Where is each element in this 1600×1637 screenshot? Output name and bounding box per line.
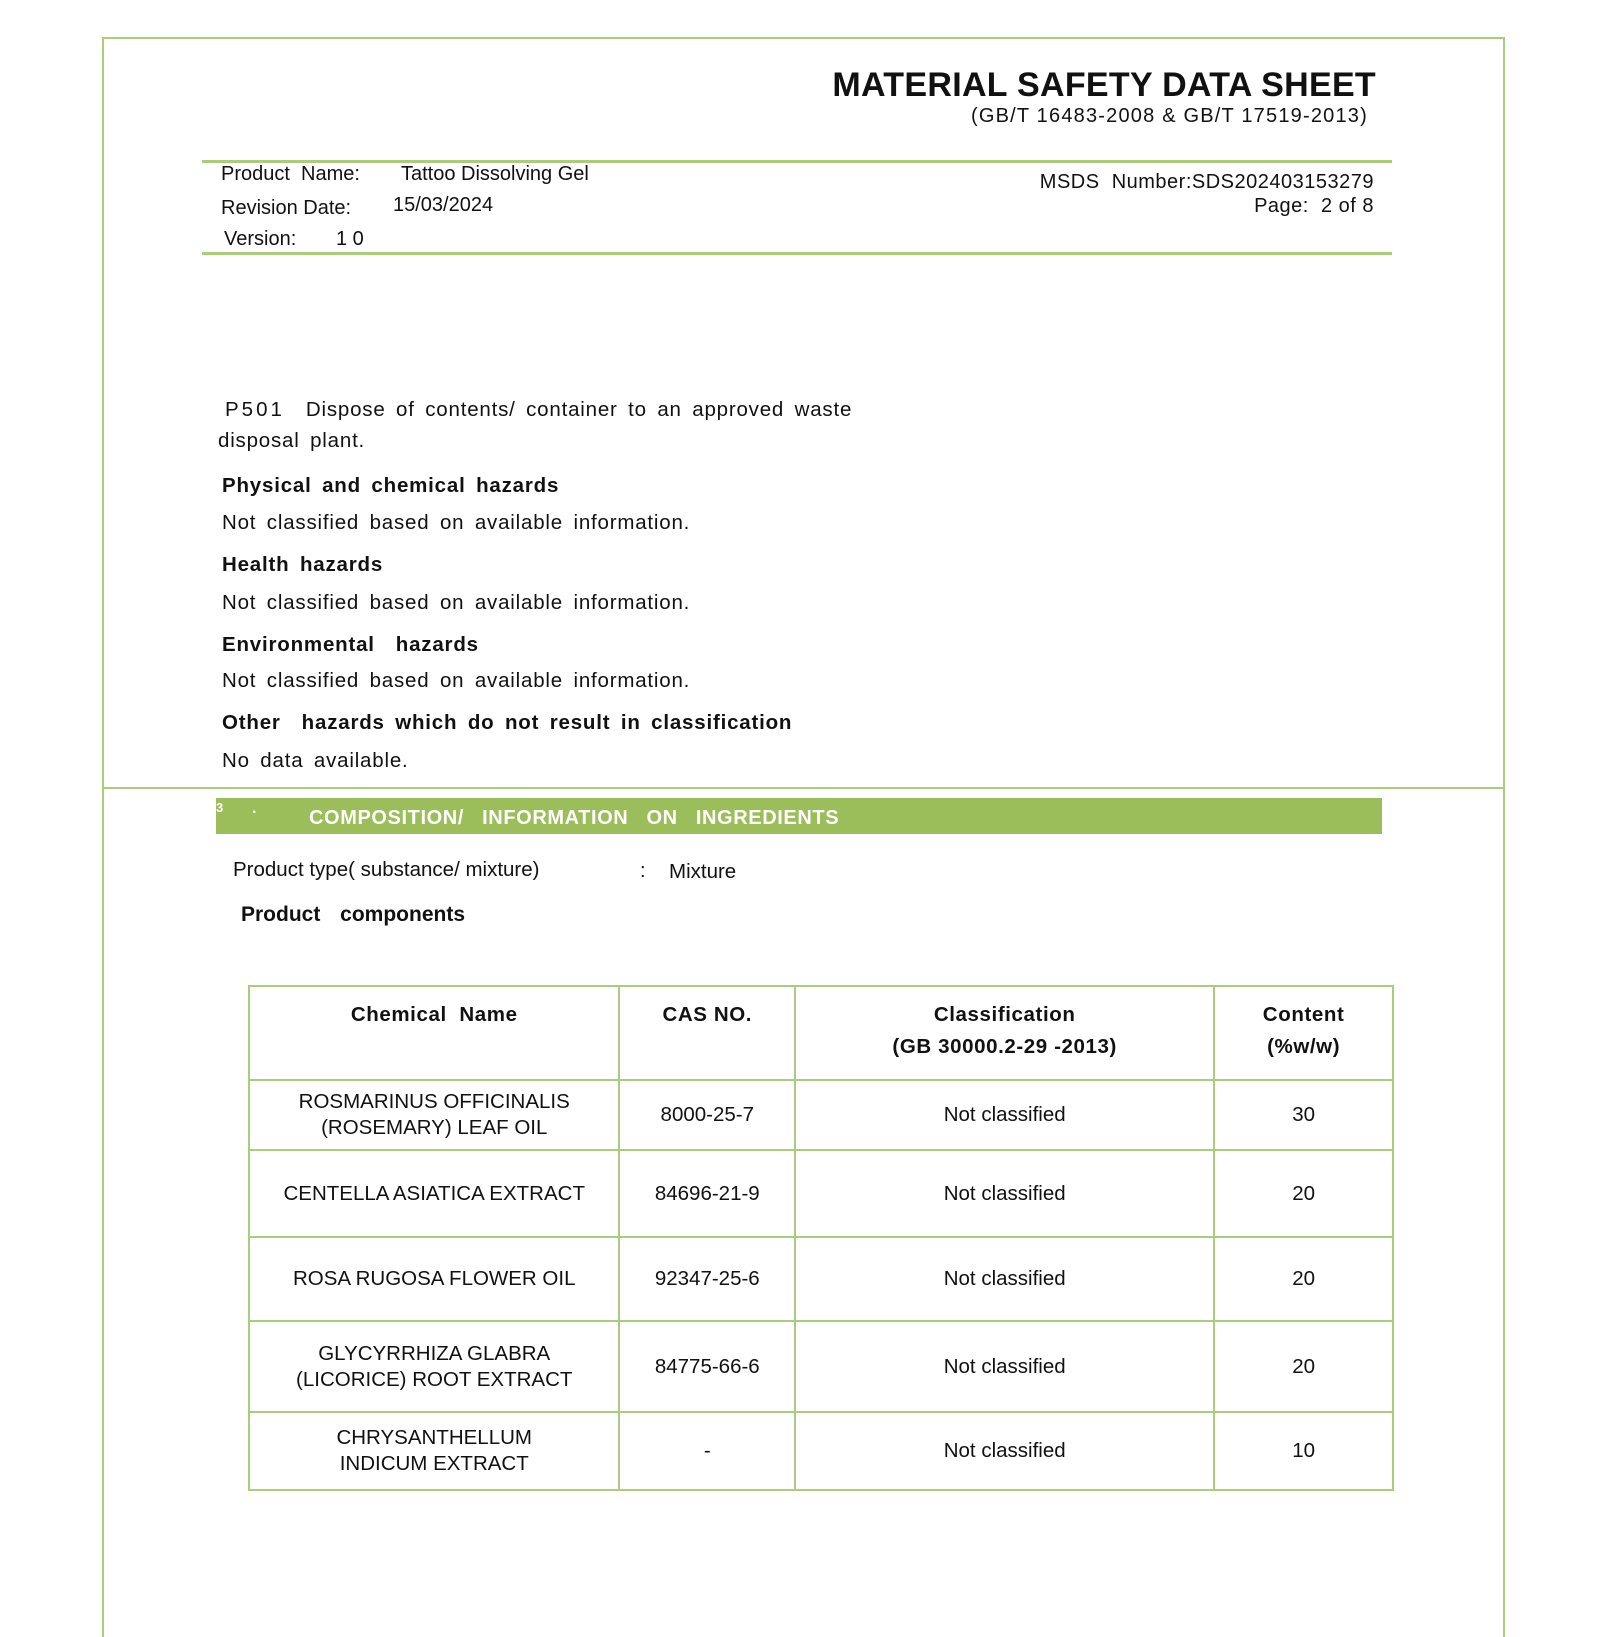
document-title: MATERIAL SAFETY DATA SHEET	[832, 66, 1376, 104]
p501-line2: disposal plant.	[218, 429, 366, 452]
msds-number-value: SDS202403153279	[1191, 171, 1374, 193]
chemical-name-cell	[249, 1150, 619, 1237]
table-header-row	[249, 986, 1393, 1080]
product-name-value: Tattoo Dissolving Gel	[401, 163, 589, 185]
other-hazards-heading: Other hazards which do not result in classification	[222, 711, 793, 734]
version-value: 1 0	[336, 228, 364, 250]
revision-date-value: 15/03/2024	[393, 194, 494, 216]
classification-cell: Not classified	[795, 1150, 1214, 1237]
header-classification	[795, 986, 1214, 1080]
cas-cell: 92347-25-6	[619, 1237, 795, 1321]
product-type-colon: :	[640, 860, 646, 882]
chemical-name-line1: ROSMARINUS OFFICINALIS	[298, 1090, 570, 1113]
page-label: Page:	[1254, 195, 1309, 217]
header-content-line2: (%w/w)	[1267, 1035, 1341, 1058]
content-cell: 30	[1214, 1080, 1393, 1150]
environmental-hazards-text: Not classified based on available information.	[222, 669, 691, 692]
header-classification-line1: Classification	[933, 1003, 1076, 1026]
other-hazards-text: No data available.	[222, 749, 409, 772]
cas-cell: 8000-25-7	[619, 1080, 795, 1150]
chemical-name-cell	[249, 1237, 619, 1321]
classification-cell: Not classified	[795, 1321, 1214, 1412]
page-indicator	[1254, 195, 1374, 218]
physical-hazards-heading: Physical and chemical hazards	[222, 474, 560, 497]
chemical-name-cell	[249, 1080, 619, 1150]
content-cell: 20	[1214, 1150, 1393, 1237]
chemical-name-cell	[249, 1321, 619, 1412]
classification-cell: Not classified	[795, 1412, 1214, 1490]
header-content	[1214, 986, 1393, 1080]
components-label: Product components	[241, 903, 466, 926]
header-classification-line2: (GB 30000.2-29 -2013)	[892, 1035, 1117, 1058]
chemical-name-line1: GLYCYRRHIZA GLABRA	[318, 1341, 551, 1365]
chemical-name-line1: CENTELLA ASIATICA EXTRACT	[283, 1181, 585, 1205]
table-row	[249, 1080, 1393, 1150]
msds-number-label: MSDS Number:	[1039, 171, 1192, 193]
section-number: 3	[216, 800, 224, 815]
page-value: 2 of 8	[1320, 195, 1374, 217]
product-name-label: Product Name:	[221, 163, 360, 185]
cas-cell: 84775-66-6	[619, 1321, 795, 1412]
content-cell: 20	[1214, 1321, 1393, 1412]
section-title: COMPOSITION/ INFORMATION ON INGREDIENTS	[309, 807, 840, 829]
table-row	[249, 1237, 1393, 1321]
health-hazards-text: Not classified based on available information.	[222, 591, 691, 614]
document-standard: (GB/T 16483-2008 & GB/T 17519-2013)	[970, 105, 1368, 127]
product-type-value: Mixture	[669, 860, 737, 883]
classification-cell: Not classified	[795, 1080, 1214, 1150]
components-table	[248, 985, 1394, 1491]
header-cas-no-text: CAS NO.	[662, 1003, 753, 1026]
cas-cell: 84696-21-9	[619, 1150, 795, 1237]
chemical-name-line2: (LICORICE) ROOT EXTRACT	[296, 1367, 573, 1391]
header-cas-no	[619, 986, 795, 1080]
cas-cell: -	[619, 1412, 795, 1490]
content-cell: 10	[1214, 1412, 1393, 1490]
header-chemical-name-text: Chemical Name	[350, 1003, 518, 1026]
section-divider	[102, 787, 1505, 789]
chemical-name-line2: (ROSEMARY) LEAF OIL	[321, 1116, 548, 1139]
p501-code: P501	[225, 398, 285, 421]
header-content-line1: Content	[1262, 1003, 1345, 1026]
chemical-name-line1: ROSA RUGOSA FLOWER OIL	[292, 1267, 576, 1290]
p501-text: Dispose of contents/ container to an approved waste	[305, 398, 853, 421]
product-type-label: Product type( substance/ mixture)	[233, 858, 540, 881]
version-label: Version:	[224, 228, 297, 250]
table-row	[249, 1150, 1393, 1237]
content-cell: 20	[1214, 1237, 1393, 1321]
header-top-rule	[202, 160, 1392, 163]
table-row	[249, 1321, 1393, 1412]
environmental-hazards-heading: Environmental hazards	[222, 633, 479, 656]
table-row	[249, 1412, 1393, 1490]
header-chemical-name	[249, 986, 619, 1080]
classification-cell: Not classified	[795, 1237, 1214, 1321]
section-dot: ·	[252, 804, 258, 821]
msds-number	[1040, 171, 1374, 194]
header-bottom-rule	[202, 252, 1392, 255]
chemical-name-line1: CHRYSANTHELLUM	[336, 1426, 532, 1449]
revision-date-label: Revision Date:	[221, 197, 352, 219]
chemical-name-line2: INDICUM EXTRACT	[339, 1452, 529, 1475]
physical-hazards-text: Not classified based on available information.	[222, 511, 691, 534]
chemical-name-cell	[249, 1412, 619, 1490]
health-hazards-heading: Health hazards	[222, 553, 384, 576]
section-3-bar	[216, 798, 1382, 834]
p501-line1	[225, 398, 852, 422]
